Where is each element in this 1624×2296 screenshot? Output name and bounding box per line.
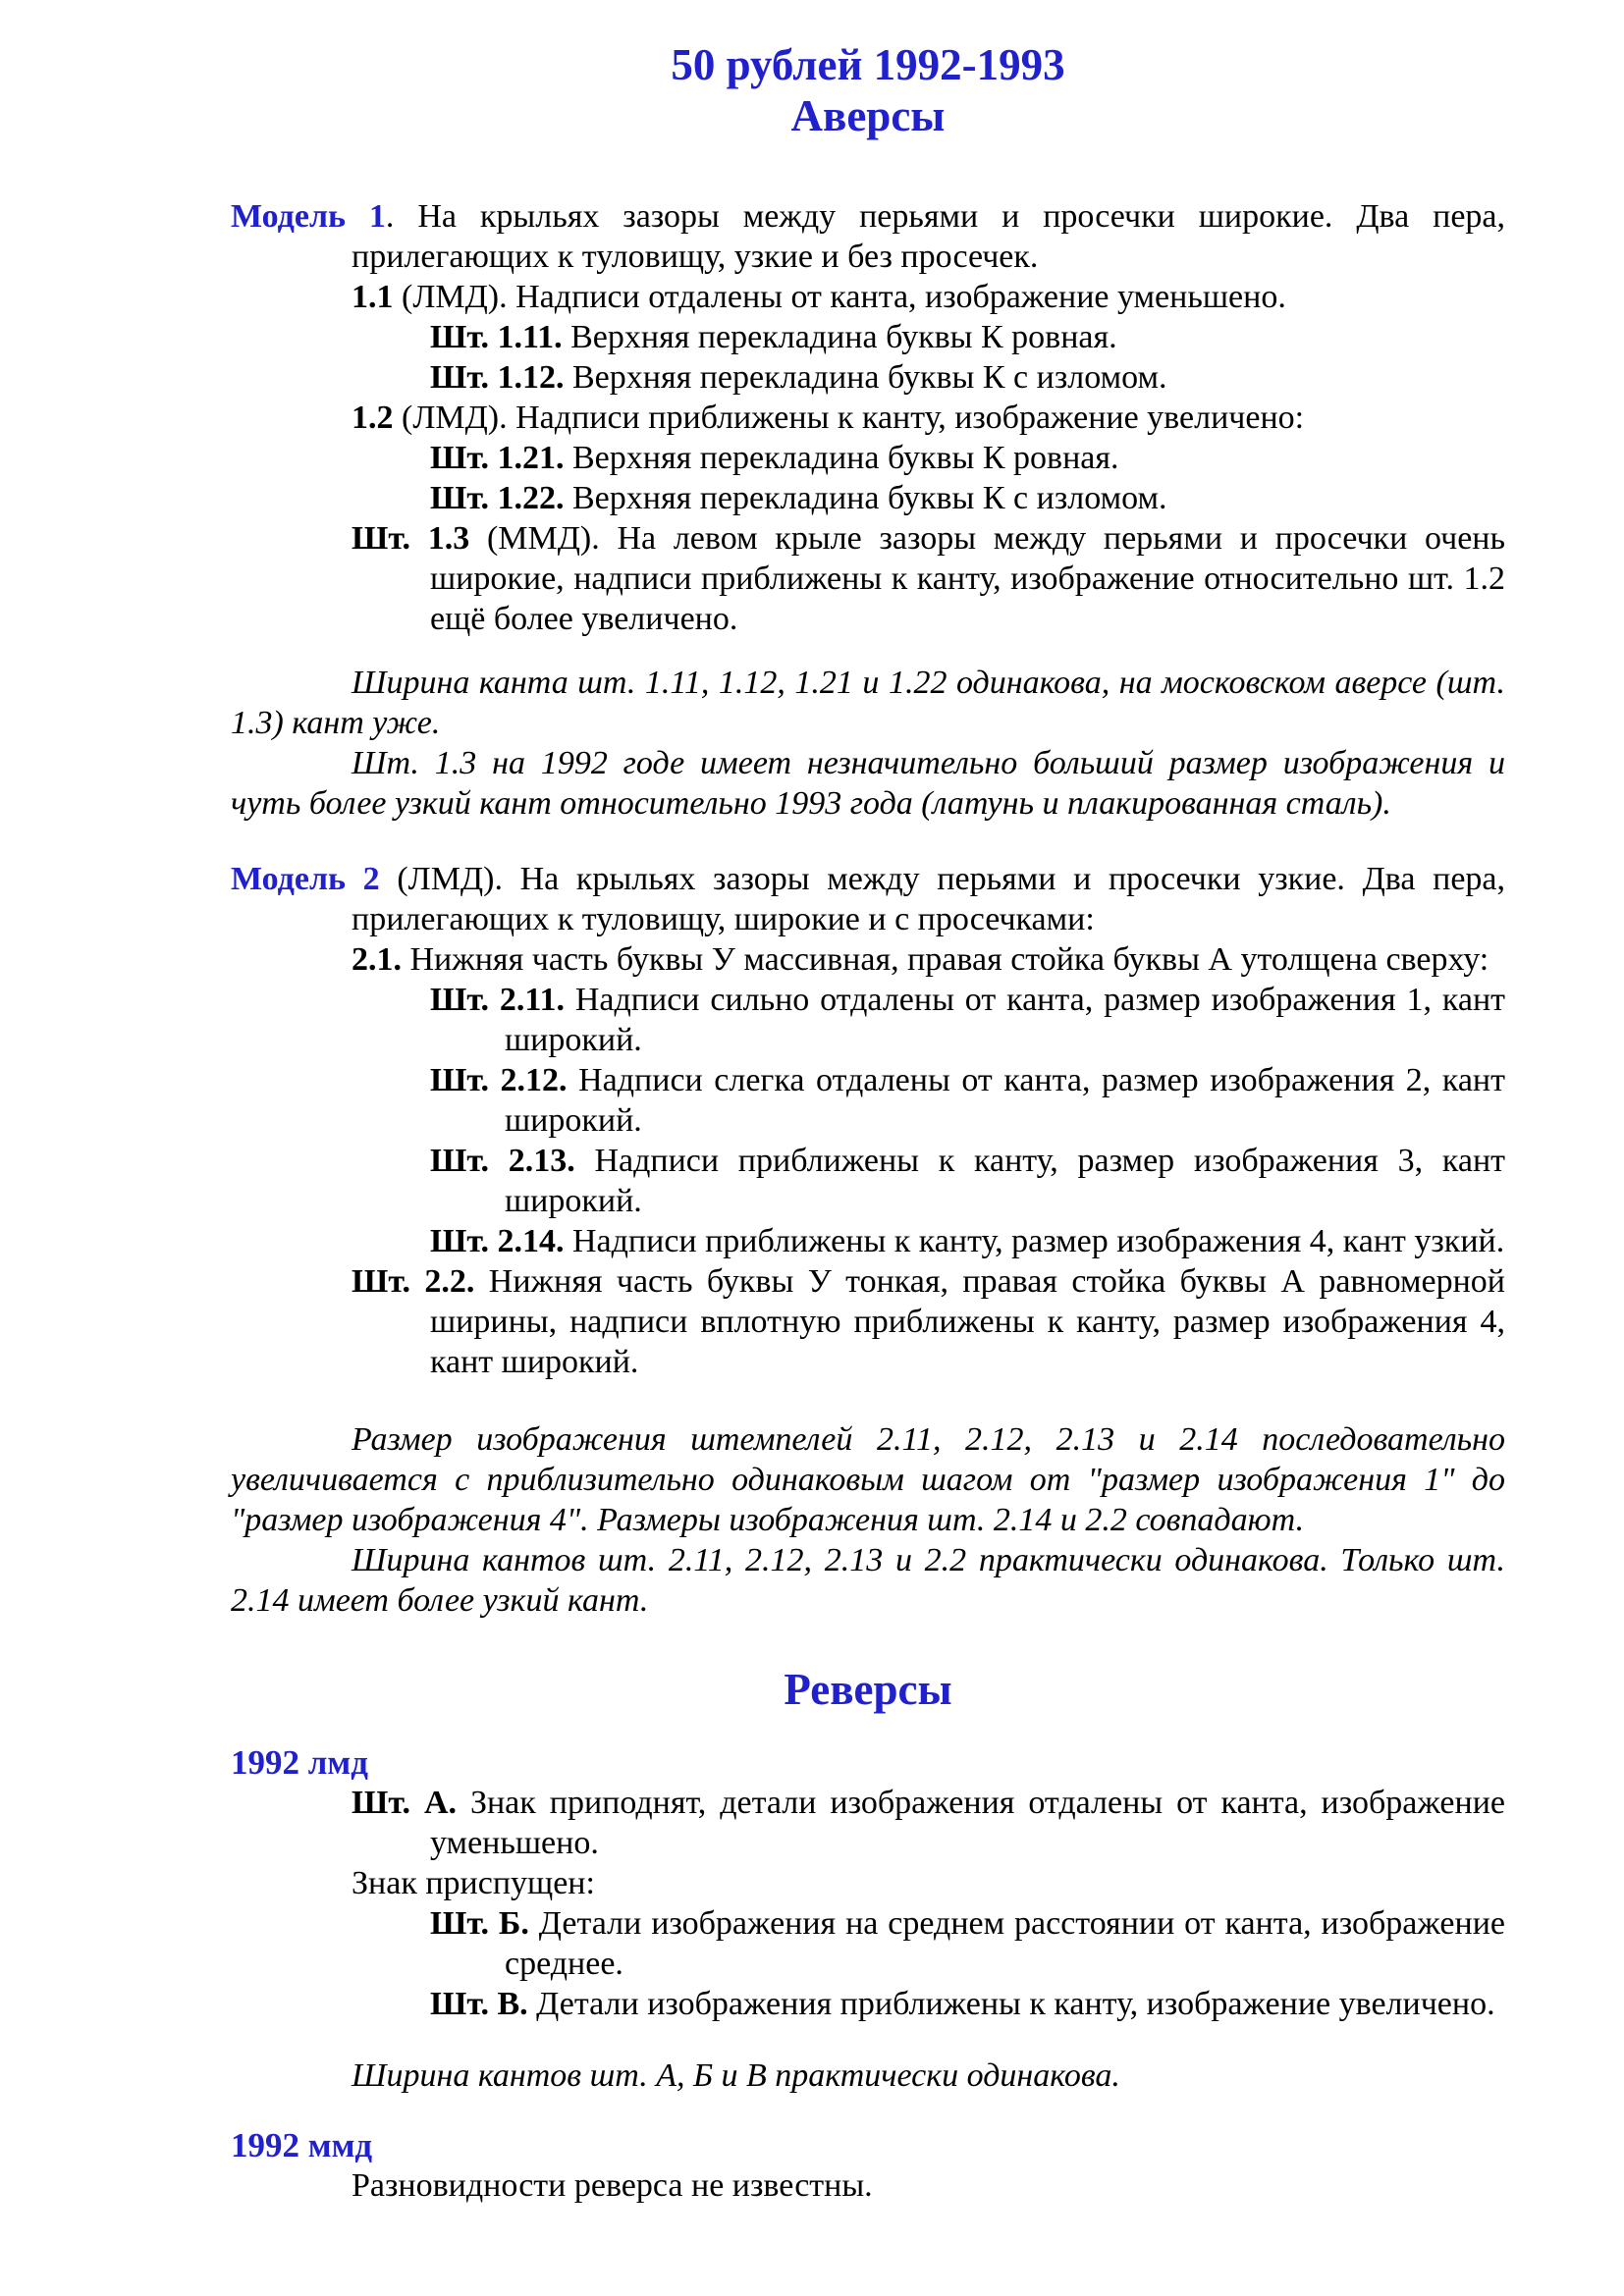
model-2-label: Модель 2: [231, 861, 380, 897]
para-item-2-1: [352, 939, 1505, 980]
sht-1-22-text: Верхняя перекладина буквы К с изломом.: [564, 480, 1167, 516]
model-1-label: Модель 1: [231, 198, 386, 235]
item-1-1-label: 1.1: [352, 279, 394, 315]
sht-2-11-label: Шт. 2.11.: [430, 982, 565, 1018]
sht-2-13-text: Надписи приближены к канту, размер изображения 3, кант широкий.: [505, 1143, 1505, 1219]
para-model-2: [231, 859, 1506, 939]
para-item-1-2: [352, 398, 1505, 438]
sht-1-22-label: Шт. 1.22.: [430, 480, 565, 516]
note-kant-width-3: Ширина кантов шт. А, Б и В практически одинакова.: [352, 2057, 1120, 2094]
note-sht-1-3-year: Шт. 1.3 на 1992 годе имеет незначительно больший размер изображения и чуть более узкий кант относительно 1993 года (латунь и плакированная сталь).: [231, 745, 1505, 822]
sht-1-12-label: Шт. 1.12.: [430, 359, 565, 396]
document-content: [231, 39, 1505, 2206]
para-sht-1-11: [430, 317, 1505, 357]
para-sht-b: [430, 1903, 1505, 1984]
sht-a-text: Знак приподнят, детали изображения отдалены от канта, изображение уменьшено.: [430, 1785, 1505, 1861]
page-title: 50 рублей 1992-1993: [671, 40, 1065, 89]
sht-2-11-text: Надписи сильно отдалены от канта, размер изображения 1, кант широкий.: [505, 982, 1505, 1058]
sht-1-12-text: Верхняя перекладина буквы К с изломом.: [564, 359, 1167, 396]
model-2-text: (ЛМД). На крыльях зазоры между перьями и просечки узкие. Два пера, прилегающих к туловищу, широкие и с просечками:: [352, 861, 1506, 937]
sht-1-21-label: Шт. 1.21.: [430, 440, 565, 476]
para-sht-a: [352, 1783, 1505, 1863]
sht-v-label: Шт. В.: [430, 1986, 528, 2022]
sht-1-3-label: Шт. 1.3: [352, 520, 470, 557]
para-sht-2-2: [352, 1261, 1506, 1382]
sht-2-2-text: Нижняя часть буквы У тонкая, правая стойка буквы А равномерной ширины, надписи вплотную приближены к канту, размер изображения 4, кант широкий.: [430, 1263, 1506, 1380]
sht-v-text: Детали изображения приближены к канту, изображение увеличено.: [527, 1986, 1495, 2022]
sht-1-11-label: Шт. 1.11.: [430, 319, 563, 355]
sht-2-14-label: Шт. 2.14.: [430, 1223, 565, 1259]
sht-b-label: Шт. Б.: [430, 1905, 529, 1942]
para-sht-1-22: [430, 478, 1505, 518]
para-mmd-unknown: Разновидности реверса не известны.: [352, 2167, 873, 2204]
para-sht-v: [430, 1984, 1505, 2024]
item-1-1-text: (ЛМД). Надписи отдалены от канта, изображение уменьшено.: [393, 279, 1286, 315]
heading-1992-lmd: 1992 лмд: [231, 1743, 368, 1782]
para-sht-2-13: [430, 1141, 1505, 1221]
heading-1992-mmd: 1992 ммд: [231, 2126, 373, 2164]
item-2-1-text: Нижняя часть буквы У массивная, правая стойка буквы А утолщена сверху:: [402, 941, 1489, 978]
para-znak-prispuschen: Знак приспущен:: [352, 1865, 595, 1901]
item-2-1-label: 2.1.: [352, 941, 402, 978]
para-sht-2-14: [430, 1221, 1505, 1261]
model-1-text: . На крыльях зазоры между перьями и просечки широкие. Два пера, прилегающих к туловищу, узкие и без просечек.: [352, 198, 1505, 275]
sht-1-11-text: Верхняя перекладина буквы К ровная.: [562, 319, 1117, 355]
item-1-2-text: (ЛМД). Надписи приближены к канту, изображение увеличено:: [393, 400, 1305, 436]
note-kant-width-2: Ширина кантов шт. 2.11, 2.12, 2.13 и 2.2 практически одинакова. Только шт. 2.14 имеет более узкий кант.: [231, 1542, 1505, 1619]
sht-1-3-text: (ММД). На левом крыле зазоры между перьями и просечки очень широкие, надписи приближены к канту, изображение относительно шт. 1.2 ещё более увеличено.: [430, 520, 1506, 637]
para-sht-1-21: [430, 438, 1505, 478]
sht-2-14-text: Надписи приближены к канту, размер изображения 4, кант узкий.: [564, 1223, 1505, 1259]
sht-a-label: Шт. А.: [352, 1785, 457, 1821]
para-model-1: [231, 196, 1505, 277]
page-subtitle-avers: Аверсы: [790, 91, 946, 140]
sht-2-12-text: Надписи слегка отдалены от канта, размер изображения 2, кант широкий.: [505, 1062, 1505, 1139]
para-sht-2-12: [430, 1060, 1505, 1141]
note-kant-width-1: Ширина канта шт. 1.11, 1.12, 1.21 и 1.22 одинакова, на московском аверсе (шт. 1.3) кант уже.: [231, 665, 1505, 741]
para-sht-2-11: [430, 980, 1505, 1060]
item-1-2-label: 1.2: [352, 400, 394, 436]
sht-2-2-label: Шт. 2.2.: [352, 1263, 475, 1300]
para-item-1-1: [352, 277, 1505, 317]
para-sht-1-3: [352, 518, 1506, 639]
note-image-size: Размер изображения штемпелей 2.11, 2.12, 2.13 и 2.14 последовательно увеличивается с приблизительно одинаковым шагом от "размер изображения 1" до "размер изображения 4". Размеры изображения шт. 2.14 и 2.2 совпадают.: [231, 1421, 1505, 1538]
para-sht-1-12: [430, 357, 1505, 398]
sht-1-21-text: Верхняя перекладина буквы К ровная.: [564, 440, 1119, 476]
sht-b-text: Детали изображения на среднем расстоянии от канта, изображение среднее.: [505, 1905, 1505, 1982]
heading-revers: Реверсы: [784, 1665, 952, 1714]
sht-2-12-label: Шт. 2.12.: [430, 1062, 568, 1098]
sht-2-13-label: Шт. 2.13.: [430, 1143, 575, 1179]
